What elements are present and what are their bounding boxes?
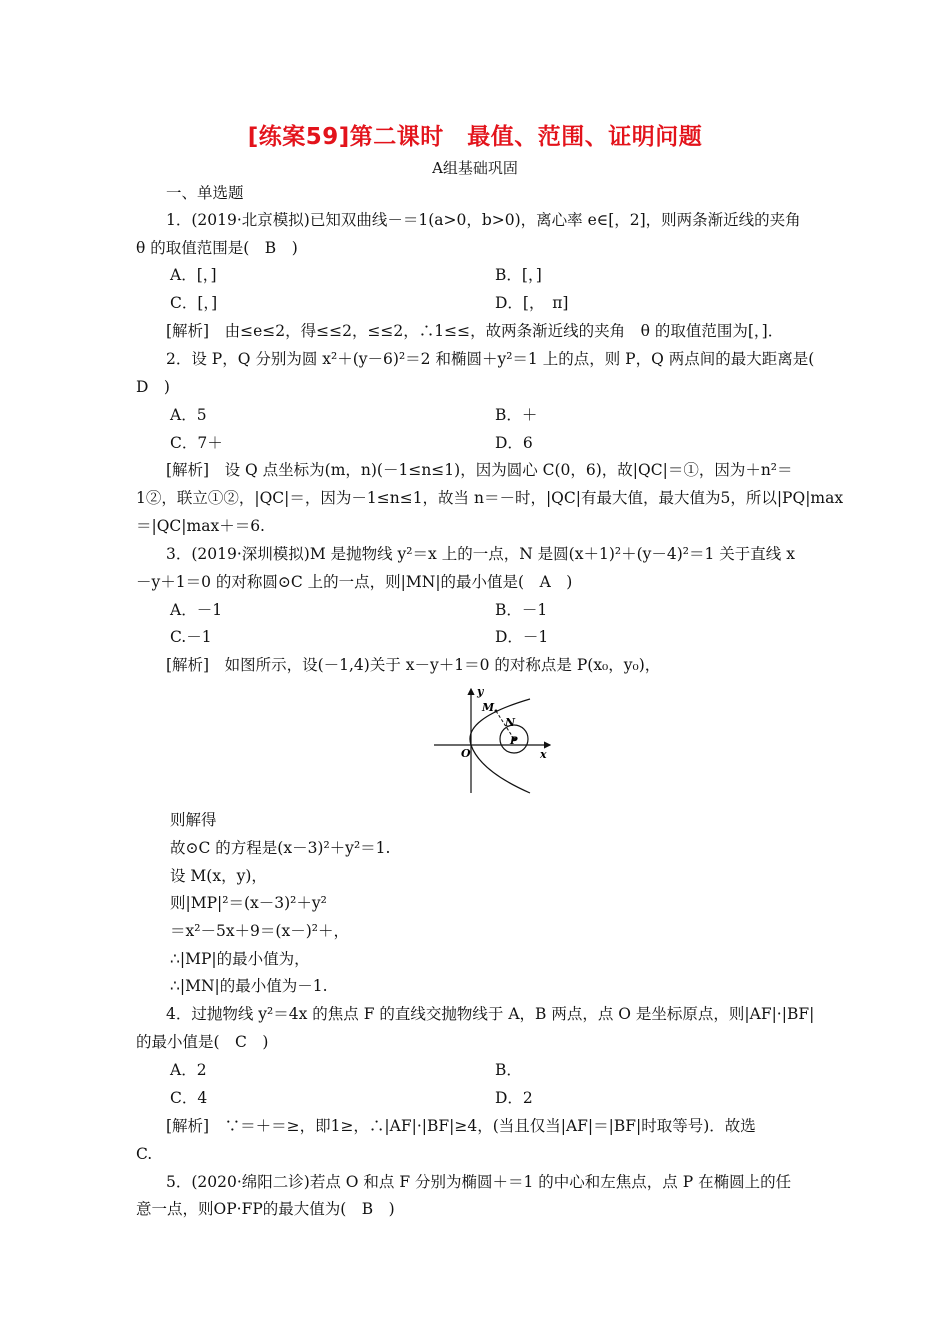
q3-solution-step4: 则|MP|²＝(x－3)²＋y² [170,894,327,912]
q4-stem-line2: 的最小值是( C ) [136,1033,269,1051]
label-m: M [482,701,495,714]
q2-option-c: C．7＋ [170,434,223,452]
q3-analysis: [解析] 如图所示，设(－1,4)关于 x－y＋1＝0 的对称点是 P(x₀，y₀)， [166,656,661,674]
q1-stem-line2: θ 的取值范围是( B ) [136,239,298,257]
q3-solution-step2: 故⊙C 的方程是(x－3)²＋y²＝1. [170,839,391,857]
q1-option-d: D．[， π] [495,294,569,312]
q1-analysis: [解析] 由≤e≤2，得≤≤2，≤≤2，∴1≤≤，故两条渐近线的夹角 θ 的取值范围为[，]． [166,322,784,340]
q3-option-c: C.－1 [170,628,212,646]
q2-option-d: D．6 [495,434,533,452]
q3-solution-step5: ＝x²－5x＋9＝(x－)²＋， [170,922,349,940]
q2-option-a: A．5 [170,406,207,424]
q2-stem-line1: 2．设 P，Q 分别为圆 x²＋(y－6)²＝2 和椭圆＋y²＝1 上的点，则 P，Q 两点间的最大距离是( [166,350,815,368]
q3-solution-step1: 则解得 [170,811,217,829]
q3-solution-step6: ∴|MP|的最小值为， [170,950,310,968]
q3-solution-step7: ∴|MN|的最小值为－1. [170,977,328,995]
q4-option-c: C．4 [170,1089,208,1107]
label-p: P [510,736,518,747]
q4-option-d: D．2 [495,1089,533,1107]
q3-stem-line2: －y＋1＝0 的对称圆⊙C 上的一点，则|MN|的最小值是( A ) [136,573,573,591]
q5-stem-line1: 5．(2020·绵阳二诊)若点 O 和点 F 分别为椭圆＋＝1 的中心和左焦点，点 P 在椭圆上的任 [166,1173,792,1191]
q2-analysis-line1: [解析] 设 Q 点坐标为(m，n)(－1≤n≤1)，因为圆心 C(0，6)，故|QC|＝①，因为＋n²＝ [166,461,793,479]
q4-stem-line1: 4．过抛物线 y²＝4x 的焦点 F 的直线交抛物线于 A，B 两点，点 O 是坐标原点，则|AF|·|BF| [166,1005,815,1023]
q2-analysis-line2: 1②，联立①②，|QC|＝，因为－1≤n≤1，故当 n＝－时，|QC|有最大值，最大值为5，所以|PQ|max [136,489,844,507]
q3-option-d: D．－1 [495,628,549,646]
label-o: O [461,747,471,760]
q4-analysis-line1: [解析] ∵＝＋＝≥，即1≥，∴|AF|·|BF|≥4，(当且仅当|AF|＝|BF|时取等号)．故选 [166,1117,756,1135]
q1-option-c: C．[，] [170,294,218,312]
label-n: N [505,716,516,729]
q2-stem-line2: D ) [136,378,170,396]
point-m [495,710,498,713]
q4-option-b: B． [495,1061,522,1079]
parabola-circle-figure [428,683,558,798]
q2-analysis-line3: ＝|QC|max＋＝6. [136,517,265,535]
label-y: y [477,685,484,698]
q1-option-b: B．[，] [495,266,542,284]
page-subtitle: A组基础巩固 [432,159,518,177]
label-x: x [540,748,547,761]
q3-solution-step3: 设 M(x，y)， [170,867,267,885]
q2-option-b: B．＋ [495,406,538,424]
section-heading: 一、单选题 [166,184,244,202]
q5-stem-line2: 意一点，则OP·FP的最大值为( B ) [136,1200,395,1218]
q1-stem-line1: 1．(2019·北京模拟)已知双曲线－＝1(a>0，b>0)，离心率 e∈[，2]，则两条渐近线的夹角 [166,211,801,229]
q1-option-a: A．[，] [170,266,217,284]
q3-stem-line1: 3．(2019·深圳模拟)M 是抛物线 y²＝x 上的一点，N 是圆(x＋1)²＋(y－4)²＝1 关于直线 x [166,545,795,563]
q3-option-a: A．－1 [170,601,223,619]
q3-option-b: B．－1 [495,601,548,619]
parabola-curve [470,699,530,793]
q4-analysis-line2: C. [136,1145,153,1163]
page-title: [练案59]第二课时 最值、范围、证明问题 [247,124,703,150]
q4-option-a: A．2 [170,1061,207,1079]
